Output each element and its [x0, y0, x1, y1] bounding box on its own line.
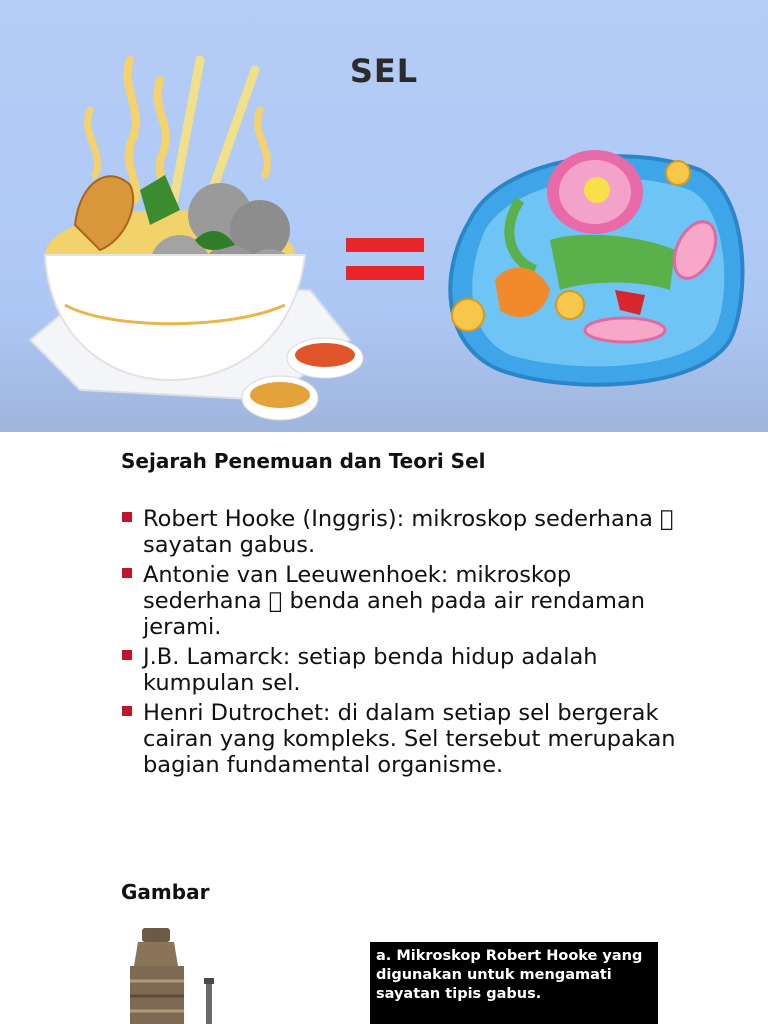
list-item [121, 644, 681, 696]
list-item [121, 562, 681, 640]
list-item-text: Robert Hooke (Inggris): mikroskop sederhana sayatan gabus. [143, 506, 653, 558]
meatball-soup-illustration [20, 40, 380, 430]
animal-cell-illustration [440, 140, 750, 395]
microscope-caption: a. Mikroskop Robert Hooke yang digunakan untuk mengamati sayatan tipis gabus. [370, 942, 658, 1024]
microscope-drawing [120, 926, 230, 1024]
list-item-text: Antonie van Leeuwenhoek: mikroskop sederhana benda aneh pada air rendaman jerami. [143, 562, 625, 640]
red-square-bullet-icon [122, 706, 132, 716]
red-square-bullet-icon [122, 512, 132, 522]
equals-sign-icon [346, 238, 424, 282]
list-item-text: J.B. Lamarck: setiap benda hidup adalah kumpulan sel. [143, 644, 598, 696]
list-item [121, 506, 681, 558]
list-item [121, 700, 681, 778]
red-square-bullet-icon [122, 568, 132, 578]
list-item-text: Henri Dutrochet: di dalam setiap sel bergerak cairan yang kompleks. Sel tersebut merupakan bagian fundamental organisme. [143, 700, 676, 778]
microscope-image [120, 926, 230, 1024]
hero-banner [0, 0, 768, 432]
page-title: SEL [349, 52, 419, 90]
red-square-bullet-icon [122, 650, 132, 660]
history-heading: Sejarah Penemuan dan Teori Sel [121, 449, 486, 473]
history-list [121, 506, 681, 782]
gallery-heading: Gambar [121, 880, 210, 904]
